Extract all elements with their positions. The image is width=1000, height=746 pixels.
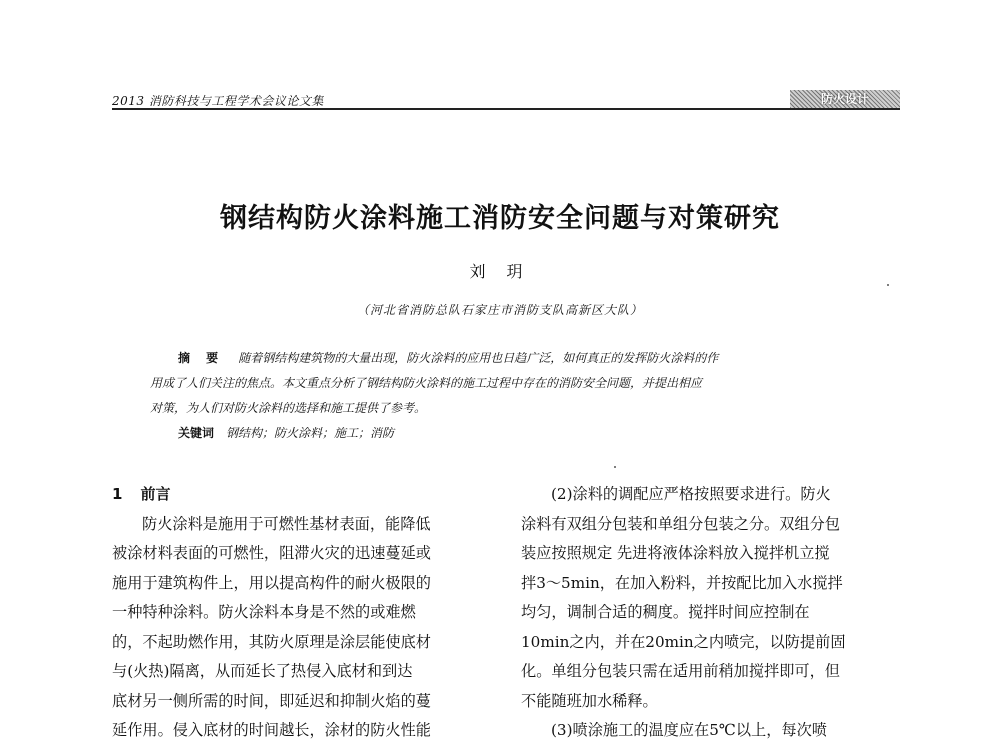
- body-line: 不能随班加水稀释。: [521, 691, 658, 710]
- body-line: 装应按照规定 先进将液体涂料放入搅拌机立搅: [521, 544, 830, 562]
- keywords-label: 关键词: [178, 426, 215, 440]
- section-badge: 防火设计: [790, 90, 900, 108]
- keywords-line: [150, 421, 872, 446]
- right-column: [521, 480, 901, 746]
- section-number: 1: [112, 485, 123, 503]
- body-line: 延作用。侵入底材的时间越长，涂材的防火性能: [112, 721, 431, 739]
- body-line: 的，不起助燃作用，其防火原理是涂层能使底材: [112, 632, 431, 651]
- body-line: 化。单组分包装只需在适用前稍加搅拌即可，但: [521, 662, 840, 680]
- speck: [614, 466, 616, 468]
- abstract-text-1: 随着钢结构建筑物的大量出现，防火涂料的应用也日趋广泛，如何真正的发挥防火涂料的作: [238, 351, 719, 365]
- body-line: 底材另一侧所需的时间，即延迟和抑制火焰的蔓: [112, 691, 431, 710]
- section-heading: [112, 480, 492, 510]
- paper-author: 刘 玥: [469, 262, 531, 281]
- abstract-label: 摘 要: [178, 351, 225, 365]
- body-line: 防火涂料是施用于可燃性基材表面，能降低: [142, 514, 431, 533]
- body-line: 被涂材料表面的可燃性，阻滞火灾的迅速蔓延或: [112, 544, 431, 562]
- left-column: [112, 480, 492, 746]
- body-line: 施用于建筑构件上，用以提高构件的耐火极限的: [112, 573, 431, 592]
- abstract-line-2: 用成了人们关注的焦点。本文重点分析了钢结构防火涂料的施工过程中存在的消防安全问题，并提出相应: [150, 376, 703, 390]
- body-line: 涂料有双组分包装和单组分包装之分。双组分包: [521, 514, 840, 533]
- body-line: (2)涂料的调配应严格按照要求进行。防火: [551, 485, 831, 503]
- abstract-line-3: 对策，为人们对防火涂料的选择和施工提供了参考。: [150, 401, 427, 415]
- body-line: (3)喷涂施工的温度应在5℃以上，每次喷: [551, 721, 827, 739]
- body-line: 拌3～5min，在加入粉料，并按配比加入水搅拌: [521, 573, 843, 592]
- speck: [887, 284, 889, 286]
- paper-title: 钢结构防火涂料施工消防安全问题与对策研究: [220, 203, 780, 234]
- keywords-text: 钢结构；防火涂料；施工；消防: [226, 426, 395, 440]
- abstract-line-1: [150, 346, 872, 371]
- abstract: [150, 346, 872, 446]
- body-line: 一种特种涂料。防火涂料本身是不然的或难燃: [112, 603, 416, 621]
- body-line: 均匀，调制合适的稠度。搅拌时间应控制在: [521, 603, 810, 621]
- paper-affiliation: （河北省消防总队石家庄市消防支队高新区大队）: [356, 303, 643, 317]
- running-header: [112, 88, 900, 112]
- body-line: 10min之内，并在20min之内喷完，以防提前固: [521, 632, 846, 651]
- section-title: 前言: [140, 485, 171, 503]
- body-line: 与(火热)隔离，从而延长了热侵入底材和到达: [112, 662, 413, 680]
- running-title: 2013 消防科技与工程学术会议论文集: [112, 94, 324, 108]
- header-rule: [112, 108, 900, 110]
